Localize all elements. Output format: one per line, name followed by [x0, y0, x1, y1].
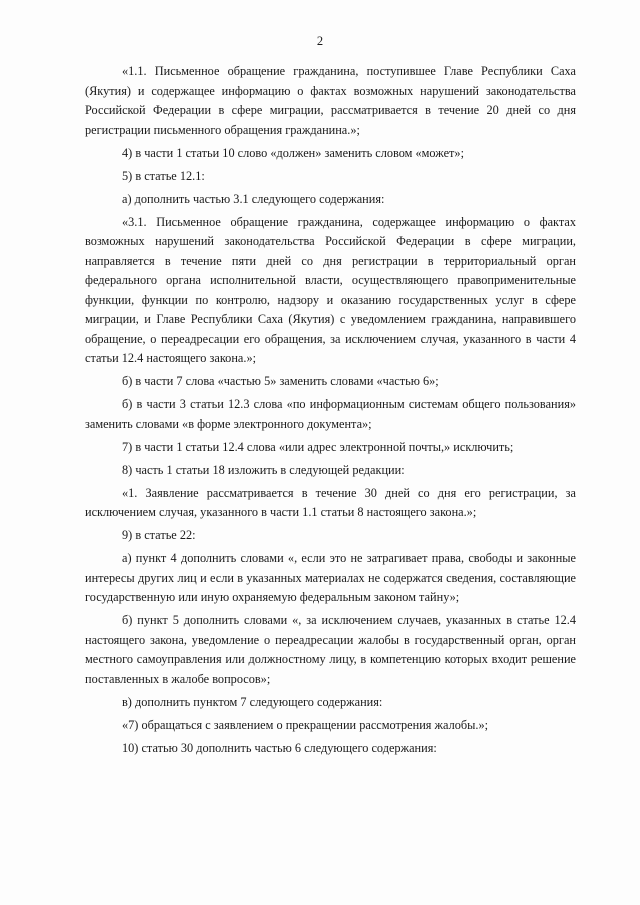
paragraph-1-statement: «1. Заявление рассматривается в течение 30 дней со дня его регистрации, за исключением случая, указанного в части 1.1 статьи 8 настоящего закона.»;: [85, 485, 576, 519]
paragraph-item-5b: б) в части 7 слова «частью 5» заменить словами «частью 6»;: [122, 374, 439, 388]
paragraph-item-10: 10) статью 30 дополнить частью 6 следующего содержания:: [122, 740, 437, 755]
paragraph-3-1-appeal: «3.1. Письменное обращение гражданина, содержащее информацию о фактах возможных нарушений законодательства Российской Федерации в сфере миграции, направляется в течение пяти дней со дня регистрации в территориальный орган федерального органа исполнительной власти, осуществляющего правоприменительные функции, функции по контролю, надзору и оказанию государственных услуг в сфере миграции, и Главе Республики Саха (Якутия) с уведомлением гражданина, направившего обращение, о переадресации его обращения, за исключением случая, указанного в части 4 статьи 12.4 настоящего закона.»;: [85, 214, 576, 365]
paragraph-1-1-appeal: «1.1. Письменное обращение гражданина, поступившее Главе Республики Саха (Якутия) и содержащее информацию о фактах возможных нарушений законодательства Российской Федерации в сфере миграции, рассматривается в течение 20 дней со дня регистрации письменного обращения гражданина.»;: [85, 64, 576, 137]
paragraph-item-4: 4) в части 1 статьи 10 слово «должен» заменить словом «может»;: [122, 145, 465, 160]
paragraph-item-9b: б) пункт 5 дополнить словами «, за исключением случаев, указанных в статье 12.4 настоящего закона, уведомление о переадресации жалобы в государственный орган, орган местного самоуправления или должностному лицу, в компетенцию которых входит решение поставленных в жалобе вопросов»;: [85, 613, 576, 686]
paragraph-item-9v: в) дополнить пунктом 7 следующего содержания:: [122, 694, 383, 709]
paragraph-item-9: 9) в статье 22:: [122, 528, 196, 542]
page-number: 2: [316, 34, 324, 48]
paragraph-item-7: 7) в части 1 статьи 12.4 слова «или адрес электронной почты,» исключить;: [122, 439, 514, 454]
paragraph-item-5a: а) дополнить частью 3.1 следующего содержания:: [122, 191, 385, 206]
paragraph-item-8: 8) часть 1 статьи 18 изложить в следующей редакции:: [122, 462, 405, 477]
document-body: [85, 62, 576, 762]
paragraph-item-6: б) в части 3 статьи 12.3 слова «по информационным системам общего пользования» заменить словами «в форме электронного документа»;: [85, 397, 576, 431]
paragraph-item-5: 5) в статье 12.1:: [122, 168, 205, 183]
paragraph-item-9a: а) пункт 4 дополнить словами «, если это не затрагивает права, свободы и законные интересы других лиц и если в указанных материалах не содержатся сведения, составляющие государственную или иную охраняемую федеральным законом тайну»;: [85, 551, 576, 604]
paragraph-7-complaint: «7) обращаться с заявлением о прекращении рассмотрения жалобы.»;: [122, 717, 489, 732]
